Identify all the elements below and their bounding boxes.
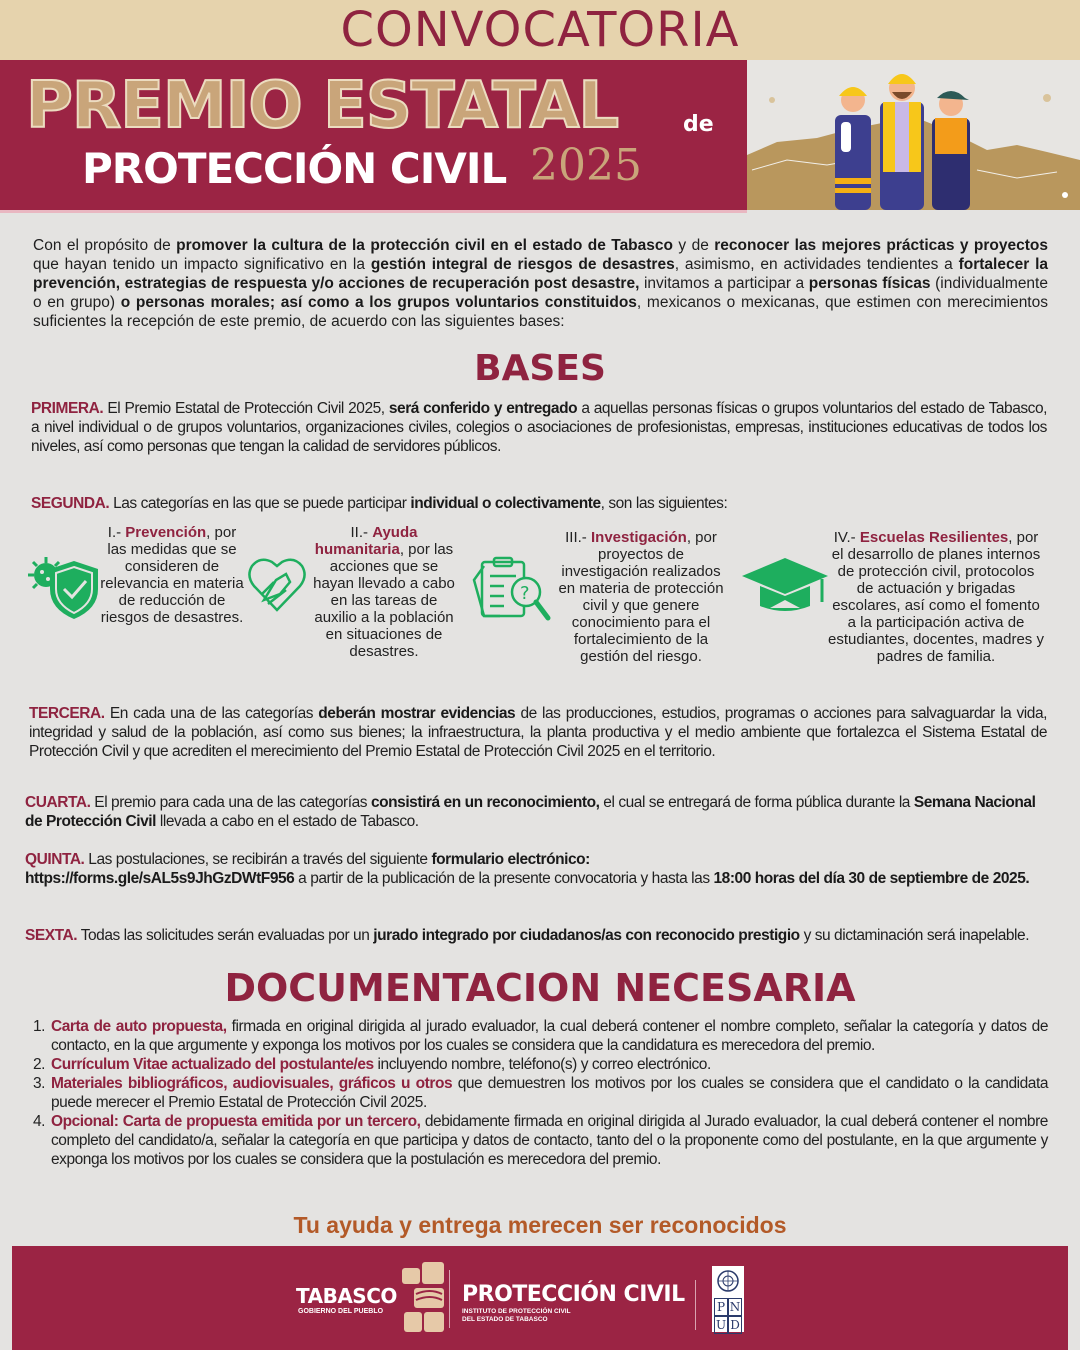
category-investigacion: [556, 529, 726, 665]
emphasis-text: individual o colectivamente: [410, 495, 601, 512]
item-text: firmada en original dirigida al jurado evaluador, la cual deberá contener el nombre completo, señalar la categoría y datos de contacto, en la que argumente y exponga los motivos por los cuales se considera que la candidatura es merecedora del premio.: [51, 1018, 1048, 1054]
item-number: 3.: [33, 1075, 46, 1092]
item-title: Materiales bibliográficos, audiovisuales, gráficos u otros: [51, 1075, 453, 1092]
item-body: [51, 1112, 1048, 1169]
body-text: , mexicanos o mexicanas, que estimen con merecimientos suficientes la recepción de este premio, de acuerdo con las siguientes bases:: [33, 294, 1048, 330]
title-year: 2025: [530, 140, 642, 191]
base-cuarta: [25, 793, 1047, 831]
pnud-letter: N: [729, 1300, 741, 1314]
emphasis-text: formulario electrónico:: [431, 851, 590, 868]
tabasco-glyph-icon: [400, 1262, 446, 1339]
svg-text:?: ?: [520, 583, 530, 604]
base-segunda: [31, 494, 1047, 513]
base-label: QUINTA.: [25, 851, 85, 868]
category-description: , por proyectos de investigación realizados en materia de protección civil y que genere conocimiento para el fortalecimiento de la gestión del riesgo.: [558, 529, 724, 665]
footer-logos: [12, 1246, 1068, 1350]
bases-heading: BASES: [474, 348, 606, 389]
base-label: CUARTA.: [25, 794, 91, 811]
emphasis-text: personas físicas: [808, 275, 931, 292]
emphasis-text: será conferido y entregado: [388, 400, 578, 417]
body-text: El premio para cada una de las categorías: [90, 794, 371, 811]
category-ayuda-humanitaria: [312, 524, 456, 660]
documentation-item: [33, 1074, 1048, 1112]
item-body: [51, 1074, 1048, 1112]
body-text: a partir de la publicación de la presente convocatoria y hasta las: [294, 870, 714, 887]
item-body: [51, 1055, 711, 1074]
item-number: 2.: [33, 1056, 46, 1073]
category-prevencion: [100, 524, 244, 626]
emphasis-text: deberán mostrar evidencias: [318, 705, 516, 722]
hero-illustration: [747, 60, 1080, 210]
body-text: a aquellas personas físicas o grupos voluntarios del estado de Tabasco, a nivel individual o de grupos voluntarios, organizaciones civiles, colegios o asociaciones de profesionistas, empresas, instituciones educativas de todos los niveles, así como personas que tengan la calidad de servidores públicos.: [31, 400, 1048, 455]
emphasis-text: Semana Nacional de Protección Civil: [25, 794, 1036, 830]
documentation-list: [33, 1017, 1048, 1169]
body-text: Con el propósito de: [33, 237, 177, 254]
un-emblem-icon: [712, 1266, 744, 1296]
item-title: Carta de auto propuesta,: [51, 1018, 227, 1035]
category-number: I.-: [107, 524, 126, 541]
body-text: (individualmente o en grupo): [33, 275, 1048, 311]
category-title: Prevención: [125, 524, 207, 541]
heart-handshake-icon: [246, 554, 308, 621]
body-text: invitamos a participar a: [639, 275, 809, 292]
base-label: SEXTA.: [25, 927, 78, 944]
divider-line: [0, 210, 747, 213]
emphasis-text: o personas morales; así como a los grupos voluntarios constituidos: [120, 294, 637, 311]
tabasco-logo-text: TABASCO: [296, 1284, 397, 1308]
body-text: , son las siguientes:: [600, 495, 728, 512]
documentation-heading: DOCUMENTACION NECESARIA: [224, 966, 856, 1010]
form-link[interactable]: https://forms.gle/sAL5s9JhGzDWtF956: [25, 870, 295, 887]
title-de: de: [683, 112, 714, 137]
category-number: III.-: [565, 529, 591, 546]
item-title: Opcional: Carta de propuesta emitida por un tercero,: [51, 1113, 421, 1130]
pnud-letter: D: [728, 1316, 742, 1334]
item-title: Currículum Vitae actualizado del postulante/es: [51, 1056, 374, 1073]
graduation-cap-icon: [740, 554, 830, 625]
item-body: [51, 1017, 1048, 1055]
category-title: Escuelas Resilientes: [859, 529, 1009, 546]
body-text: , asimismo, en actividades tendientes a: [674, 256, 959, 273]
item-number: 1.: [33, 1018, 46, 1035]
pnud-letters: [714, 1298, 742, 1330]
body-text: El Premio Estatal de Protección Civil 2025,: [103, 400, 389, 417]
body-text: que hayan tenido un impacto significativo en la: [33, 256, 371, 273]
base-tercera: [29, 704, 1047, 761]
documentation-item: [33, 1017, 1048, 1055]
base-sexta: [25, 926, 1047, 945]
category-description: , por las medidas que se consideren de relevancia en materia de reducción de riesgos de desastres.: [100, 524, 244, 626]
body-text: y de: [673, 237, 715, 254]
shield-check-virus-icon: [26, 555, 102, 626]
emphasis-text: 18:00 horas del día 30 de septiembre de 2025.: [713, 870, 1030, 887]
footer-divider: [695, 1280, 696, 1330]
body-text: y su dictaminación será inapelable.: [799, 927, 1030, 944]
item-text: incluyendo nombre, teléfono(s) y correo electrónico.: [373, 1056, 711, 1073]
emphasis-text: fortalecer la prevención, estrategias de respuesta y/o acciones de recuperación post desastre,: [33, 256, 1048, 292]
base-quinta: [25, 850, 1047, 888]
clipboard-search-icon: [470, 556, 556, 633]
proteccion-civil-logo-subtitle: [462, 1308, 662, 1324]
documentation-item: [33, 1112, 1048, 1169]
item-text: debidamente firmada en original dirigida al Jurado evaluador, la cual deberá contener el nombre completo del candidato/a, señalar la categoría en que participa y datos de contacto, tanto del o la proponente como del postulante, en la que argumente y exponga los motivos por los cuales se considera que la postulación es merecedora del premio.: [51, 1113, 1048, 1168]
emphasis-text: gestión integral de riesgos de desastres: [370, 256, 675, 273]
kicker-title: CONVOCATORIA: [340, 2, 740, 58]
pc-sub-line1: INSTITUTO DE PROTECCIÓN CIVIL: [462, 1308, 571, 1315]
body-text: de las producciones, estudios, programas o acciones para salvaguardar la vida, integridad y salud de la población, así como sus bienes; la infraestructura, la planta productiva y el medio ambiente que fortalezca el Sistema Estatal de Protección Civil y que acrediten el merecimiento del Premio Estatal de Protección Civil 2025 en el territorio.: [29, 705, 1047, 760]
emphasis-text: jurado integrado por ciudadanos/as con reconocido prestigio: [373, 927, 800, 944]
category-description: , por las acciones que se hayan llevado a cabo en las tareas de auxilio a la población en situaciones de desastres.: [313, 541, 455, 660]
hero-banner: [0, 60, 747, 210]
emphasis-text: reconocer las mejores prácticas y proyectos: [714, 237, 1049, 254]
workers-map-illustration: [747, 60, 1080, 210]
proteccion-civil-logo-text: PROTECCIÓN CIVIL: [462, 1282, 685, 1307]
body-text: llevada a cabo en el estado de Tabasco.: [156, 813, 419, 830]
emphasis-text: promover la cultura de la protección civil en el estado de Tabasco: [176, 237, 673, 254]
base-label: TERCERA.: [29, 705, 105, 722]
documentation-item: [33, 1055, 1048, 1074]
category-title: Investigación: [590, 529, 687, 546]
pnud-letter: U: [715, 1318, 727, 1332]
item-text: que demuestren los motivos por los cuales se considera que el candidato o la candidata puede merecer el Premio Estatal de Protección Civil 2025.: [51, 1075, 1049, 1111]
pnud-logo: [712, 1266, 744, 1332]
body-text: Las postulaciones, se recibirán a través del siguiente: [84, 851, 432, 868]
category-title: Ayuda humanitaria: [314, 524, 418, 558]
emphasis-text: consistirá en un reconocimiento,: [370, 794, 600, 811]
item-number: 4.: [33, 1113, 46, 1130]
body-text: el cual se entregará de forma pública durante la: [599, 794, 914, 811]
intro-paragraph: [33, 236, 1048, 331]
category-number: II.-: [350, 524, 373, 541]
category-number: IV.-: [833, 529, 860, 546]
kicker-band: [0, 0, 1080, 60]
pc-sub-line2: DEL ESTADO DE TABASCO: [462, 1316, 548, 1323]
footer-divider: [449, 1270, 450, 1328]
body-text: Las categorías en las que se puede participar: [109, 495, 411, 512]
title-line2: PROTECCIÓN CIVIL: [82, 144, 507, 193]
body-text: Todas las solicitudes serán evaluadas por un: [77, 927, 374, 944]
base-label: SEGUNDA.: [31, 495, 110, 512]
category-escuelas-resilientes: [828, 529, 1044, 665]
base-label: PRIMERA.: [31, 400, 104, 417]
tagline: Tu ayuda y entrega merecen ser reconocidos: [293, 1212, 787, 1238]
base-primera: [31, 399, 1047, 456]
tabasco-logo-subtitle: GOBIERNO DEL PUEBLO: [298, 1308, 384, 1315]
pnud-letter: P: [714, 1298, 728, 1316]
category-description: , por el desarrollo de planes internos de protección civil, protocolos de actuación y brigadas escolares, así como el fomento a la participación activa de estudiantes, docentes, madres y padres de familia.: [828, 529, 1044, 665]
title-line1: PREMIO ESTATAL: [26, 69, 619, 143]
body-text: En cada una de las categorías: [104, 705, 319, 722]
